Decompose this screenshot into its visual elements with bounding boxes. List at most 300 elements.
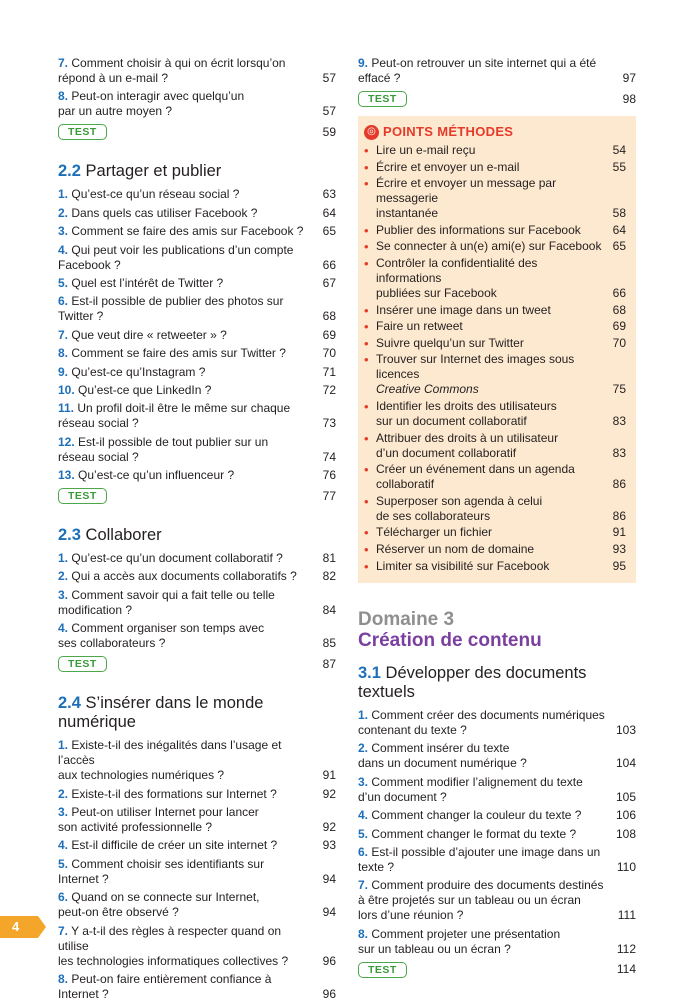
- toc-entry[interactable]: [58, 468, 336, 483]
- method-item[interactable]: [364, 336, 626, 351]
- bullet-icon: •: [364, 493, 369, 509]
- method-line: Suivre quelqu’un sur Twitter: [376, 335, 524, 350]
- toc-entry[interactable]: [58, 621, 336, 651]
- methods-title-a: POINTS: [383, 124, 434, 139]
- entry-text: Est-il possible de publier des photos sur Twitter ?: [58, 294, 284, 324]
- method-line: collaboratif: [376, 477, 435, 492]
- method-page: 83: [612, 445, 626, 460]
- entry-number: 2.: [58, 205, 69, 220]
- method-page: 54: [612, 143, 626, 157]
- test-badge: TEST: [58, 488, 107, 504]
- toc-entry[interactable]: [58, 838, 336, 853]
- bullet-icon: •: [364, 143, 369, 158]
- entry-page: 64: [322, 205, 336, 220]
- toc-entry[interactable]: [58, 972, 336, 1002]
- entry-number: 6.: [358, 845, 369, 860]
- method-line: Réserver un nom de domaine: [376, 541, 535, 556]
- entry-text: modification ?: [58, 602, 133, 617]
- test-page: 87: [322, 656, 336, 671]
- method-item[interactable]: [364, 160, 626, 175]
- test-page: 59: [322, 124, 336, 139]
- method-item[interactable]: [364, 303, 626, 318]
- entry-question: [58, 243, 316, 273]
- entry-text: lors d’une réunion ?: [358, 908, 464, 923]
- entry-text: Peut-on retrouver un site internet qui a été effacé ?: [358, 56, 597, 85]
- entry-question: [58, 588, 316, 618]
- method-item[interactable]: [364, 256, 626, 301]
- entry-number: 2.: [358, 741, 369, 756]
- method-page: 65: [612, 239, 626, 254]
- bullet-icon: •: [364, 222, 369, 238]
- entry-page: 67: [322, 275, 336, 290]
- entry-number: 5.: [358, 826, 369, 841]
- entry-page: 94: [322, 871, 336, 886]
- toc-entry[interactable]: [358, 927, 636, 957]
- toc-entry[interactable]: [58, 187, 336, 202]
- entry-number: 12.: [58, 434, 75, 449]
- toc-entry[interactable]: [358, 741, 636, 771]
- methods-box: [358, 116, 636, 583]
- toc-entry[interactable]: [58, 243, 336, 273]
- entry-number: 4.: [58, 838, 69, 853]
- method-text: [376, 336, 613, 351]
- entry-number: 4.: [58, 242, 69, 257]
- bullet-icon: •: [364, 319, 369, 335]
- section-title: [58, 694, 336, 732]
- method-text: [376, 431, 613, 461]
- entry-number: 1.: [58, 551, 69, 566]
- method-line: publiées sur Facebook: [376, 285, 497, 300]
- test-entry[interactable]: [358, 91, 636, 107]
- section-title: [358, 664, 636, 702]
- method-page: 91: [612, 525, 626, 540]
- entry-text: réseau social ?: [58, 416, 139, 431]
- section-title-text: Collaborer: [85, 526, 162, 545]
- toc-entry[interactable]: [58, 206, 336, 221]
- toc-entry[interactable]: [358, 775, 636, 805]
- section-title: [58, 162, 336, 181]
- toc-entry[interactable]: [58, 346, 336, 361]
- method-item[interactable]: [364, 431, 626, 461]
- toc-entry[interactable]: [358, 845, 636, 875]
- entry-text: Un profil doit-il être le même sur chaque: [77, 401, 291, 416]
- toc-entry[interactable]: [358, 827, 636, 842]
- entry-text: les technologies informatiques collectives ?: [58, 953, 289, 968]
- test-entry[interactable]: [58, 488, 336, 504]
- entry-number: 3.: [358, 774, 369, 789]
- domain-title: Création de contenu: [358, 630, 542, 652]
- entry-question: [58, 276, 316, 291]
- toc-entry[interactable]: [58, 89, 336, 119]
- entry-question: [58, 187, 316, 202]
- entry-text: Comment choisir ses identifiants sur Internet ?: [58, 856, 265, 886]
- entry-question: [58, 787, 316, 802]
- method-page: 55: [612, 159, 626, 174]
- entry-text: Comment créer des documents numériques: [371, 708, 605, 723]
- entry-number: 5.: [58, 275, 69, 290]
- test-page: 77: [322, 488, 336, 503]
- test-entry[interactable]: [58, 124, 336, 140]
- entry-number: 8.: [58, 346, 69, 361]
- entry-question: [58, 206, 316, 221]
- entry-text: Facebook ?: [58, 257, 121, 272]
- method-page: 69: [612, 319, 626, 334]
- entry-question: [358, 827, 616, 842]
- method-line: Créer un événement dans un agenda: [376, 462, 575, 477]
- right-column: [358, 56, 636, 982]
- entry-text: Y a-t-il des règles à respecter quand on utilise: [58, 923, 282, 953]
- entry-question: [58, 551, 316, 566]
- entry-question: [58, 805, 316, 835]
- entry-text: Comment modifier l’alignement du texte: [371, 774, 583, 789]
- entry-question: [358, 708, 616, 738]
- domain-label: Domaine 3: [358, 609, 455, 631]
- entry-question: [58, 838, 316, 853]
- entry-page: 73: [322, 416, 336, 431]
- entry-number: 2.: [58, 569, 69, 584]
- toc-entry[interactable]: [58, 224, 336, 239]
- entry-page: 94: [322, 905, 336, 920]
- method-line: de ses collaborateurs: [376, 508, 491, 523]
- method-item[interactable]: [364, 542, 626, 557]
- entry-text: Comment savoir qui a fait telle ou telle: [71, 587, 275, 602]
- bullet-icon: •: [364, 159, 369, 175]
- method-text: [376, 352, 613, 397]
- method-line: sur un document collaboratif: [376, 413, 527, 428]
- entry-number: 8.: [58, 89, 69, 104]
- method-text: [376, 494, 613, 524]
- entry-page: 57: [322, 104, 336, 119]
- entry-page: 96: [322, 953, 336, 968]
- method-text: [376, 559, 613, 574]
- toc-entry[interactable]: [58, 805, 336, 835]
- method-line: instantanée: [376, 206, 439, 221]
- entry-page: 57: [322, 71, 336, 85]
- section-title-text: S’insérer dans le monde numérique: [58, 694, 264, 732]
- method-line: Faire un retweet: [376, 319, 463, 334]
- method-item[interactable]: [364, 319, 626, 334]
- entry-page: 71: [322, 364, 336, 379]
- method-page: 75: [612, 382, 626, 397]
- section-number: 2.4: [58, 694, 81, 713]
- entry-number: 6.: [58, 294, 69, 309]
- toc-entry[interactable]: [358, 56, 636, 86]
- method-line: Insérer une image dans un tweet: [376, 302, 551, 317]
- method-text: [376, 399, 613, 429]
- entry-question: [58, 468, 316, 483]
- entry-page: 108: [615, 826, 636, 841]
- entry-text: d’un document ?: [358, 789, 447, 804]
- method-text: [376, 143, 613, 158]
- method-text: [376, 160, 613, 175]
- entry-text: Peut-on faire entièrement confiance à Internet ?: [58, 971, 272, 1001]
- method-page: 68: [612, 302, 626, 317]
- entry-page: 66: [322, 257, 336, 272]
- test-entry[interactable]: [58, 656, 336, 672]
- section-number: 2.3: [58, 526, 81, 545]
- entry-question: [358, 927, 616, 957]
- method-text: [376, 319, 613, 334]
- bullet-icon: •: [364, 525, 369, 541]
- bullet-icon: •: [364, 558, 369, 574]
- entry-question: [58, 857, 316, 887]
- toc-entry[interactable]: [58, 569, 336, 584]
- method-line: Télécharger un fichier: [376, 525, 493, 540]
- toc-entry[interactable]: [58, 435, 336, 465]
- method-line: d’un document collaboratif: [376, 445, 517, 460]
- entry-page: 112: [616, 941, 636, 956]
- entry-page: 82: [322, 569, 336, 584]
- toc-entry[interactable]: [358, 878, 636, 923]
- entry-number: 11.: [58, 401, 75, 416]
- toc-entry[interactable]: [58, 294, 336, 324]
- entry-text: Qui a accès aux documents collaboratifs ?: [71, 569, 297, 584]
- entry-page: 65: [322, 224, 336, 239]
- method-text: [376, 303, 613, 318]
- test-entry[interactable]: [358, 962, 636, 978]
- entry-page: 97: [622, 71, 636, 85]
- entry-text: Existe-t-il des formations sur Internet ?: [71, 786, 277, 801]
- entry-number: 8.: [358, 926, 369, 941]
- entry-text: Comment se faire des amis sur Facebook ?: [71, 224, 304, 239]
- entry-question: [358, 878, 616, 923]
- entry-text: Comment changer le format du texte ?: [371, 826, 577, 841]
- entry-page: 72: [322, 382, 336, 397]
- method-line: Attribuer des droits à un utilisateur: [376, 430, 559, 445]
- method-item[interactable]: [364, 176, 626, 221]
- entry-number: 7.: [58, 327, 69, 342]
- entry-text: Qu’est-ce qu’un influenceur ?: [78, 468, 235, 483]
- toc-entry[interactable]: [58, 588, 336, 618]
- toc-entry[interactable]: [58, 276, 336, 291]
- method-item[interactable]: [364, 352, 626, 397]
- entry-page: 74: [322, 449, 336, 464]
- method-page: 58: [612, 206, 626, 221]
- entry-question: [58, 89, 316, 119]
- methods-title-b: MÉTHODES: [437, 124, 514, 139]
- entry-number: 1.: [58, 738, 69, 753]
- entry-question: [58, 56, 316, 86]
- entry-question: [58, 328, 316, 343]
- toc-entry[interactable]: [58, 328, 336, 343]
- bullet-icon: •: [364, 352, 369, 368]
- section-number: 2.2: [58, 162, 81, 181]
- entry-text: Comment produire des documents destinés: [371, 878, 604, 893]
- entry-page: 96: [322, 986, 336, 1001]
- entry-text: contenant du texte ?: [358, 723, 467, 738]
- page-number-tab: [0, 916, 38, 938]
- entry-page: 70: [322, 346, 336, 361]
- entry-text: ses collaborateurs ?: [58, 636, 166, 651]
- method-line: Contrôler la confidentialité des informations: [376, 255, 538, 285]
- bullet-icon: •: [364, 239, 369, 255]
- method-line: Identifier les droits des utilisateurs: [376, 398, 557, 413]
- entry-question: [58, 224, 316, 239]
- entry-question: [58, 401, 316, 431]
- bullet-icon: •: [364, 255, 369, 271]
- entry-question: [58, 621, 316, 651]
- method-line: Publier des informations sur Facebook: [376, 222, 581, 237]
- entry-text: Comment changer la couleur du texte ?: [371, 808, 582, 823]
- toc-entry[interactable]: [58, 401, 336, 431]
- entry-text: peut-on être observé ?: [58, 905, 179, 920]
- method-line: Écrire et envoyer un e-mail: [376, 159, 520, 174]
- entry-page: 63: [322, 187, 336, 202]
- bullet-icon: •: [364, 176, 369, 192]
- method-item[interactable]: [364, 223, 626, 238]
- entry-page: 92: [322, 786, 336, 801]
- entry-text: à être projetés sur un tableau ou un écran: [358, 893, 581, 908]
- test-badge: TEST: [58, 124, 107, 140]
- entry-text: Comment se faire des amis sur Twitter ?: [71, 346, 286, 361]
- toc-entry[interactable]: [58, 383, 336, 398]
- entry-text: dans un document numérique ?: [358, 756, 527, 771]
- toc-entry[interactable]: [358, 708, 636, 738]
- entry-number: 9.: [58, 364, 69, 379]
- method-text: [376, 542, 613, 557]
- entry-text: Est-il possible de tout publier sur un réseau social ?: [58, 434, 269, 464]
- entry-question: [58, 924, 316, 969]
- method-item[interactable]: [364, 239, 626, 254]
- toc-entry[interactable]: [58, 924, 336, 969]
- entry-text: Quand on se connecte sur Internet,: [71, 890, 260, 905]
- method-item[interactable]: [364, 143, 626, 158]
- entry-page: 85: [322, 636, 336, 651]
- entry-text: Existe-t-il des inégalités dans l’usage et l’accès: [58, 738, 282, 768]
- entry-number: 3.: [58, 224, 69, 239]
- entry-text: Qu’est-ce qu’Instagram ?: [71, 364, 206, 379]
- entry-question: [358, 741, 616, 771]
- left-column: [58, 56, 336, 1005]
- method-item[interactable]: [364, 494, 626, 524]
- bullet-icon: •: [364, 302, 369, 318]
- method-text: [376, 256, 613, 301]
- toc-entry[interactable]: [58, 857, 336, 887]
- entry-number: 8.: [58, 971, 69, 986]
- entry-text: Qu’est-ce qu’un document collaboratif ?: [71, 551, 283, 566]
- entry-text: aux technologies numériques ?: [58, 768, 225, 783]
- method-item[interactable]: [364, 399, 626, 429]
- toc-entry[interactable]: [58, 890, 336, 920]
- method-text: [376, 462, 613, 492]
- method-line: Trouver sur Internet des images sous licences: [376, 352, 575, 382]
- toc-entry[interactable]: [58, 787, 336, 802]
- entry-page: 93: [322, 838, 336, 853]
- test-badge: TEST: [358, 962, 407, 978]
- entry-text: Qu’est-ce que LinkedIn ?: [78, 382, 212, 397]
- method-text: [376, 239, 613, 254]
- entry-question: [58, 435, 316, 465]
- entry-text: Est-il difficile de créer un site internet ?: [71, 838, 278, 853]
- entry-page: 69: [322, 327, 336, 342]
- entry-page: 91: [322, 768, 336, 783]
- entry-number: 4.: [358, 808, 369, 823]
- method-text: [376, 223, 613, 238]
- entry-question: [58, 569, 316, 584]
- entry-text: Comment organiser son temps avec: [71, 621, 265, 636]
- entry-number: 10.: [58, 382, 75, 397]
- entry-number: 9.: [358, 56, 369, 70]
- toc-entry[interactable]: [58, 738, 336, 783]
- entry-question: [58, 890, 316, 920]
- entry-number: 13.: [58, 468, 75, 483]
- section-title-text: Développer des documents textuels: [358, 664, 587, 702]
- entry-text: Quel est l’intérêt de Twitter ?: [71, 275, 224, 290]
- entry-question: [358, 808, 616, 823]
- entry-text: Que veut dire « retweeter » ?: [71, 327, 227, 342]
- entry-text: Comment projeter une présentation: [371, 926, 561, 941]
- method-page: 70: [612, 335, 626, 350]
- entry-number: 3.: [58, 587, 69, 602]
- method-page: 86: [612, 477, 626, 492]
- entry-number: 3.: [58, 805, 69, 820]
- entry-text: Qui peut voir les publications d’un compte: [71, 242, 294, 257]
- toc-entry[interactable]: [58, 365, 336, 380]
- entry-number: 2.: [58, 786, 69, 801]
- entry-page: 105: [615, 789, 636, 804]
- method-page: 83: [612, 413, 626, 428]
- entry-text: sur un tableau ou un écran ?: [358, 941, 511, 956]
- method-line: Limiter sa visibilité sur Facebook: [376, 558, 550, 573]
- entry-question: [58, 346, 316, 361]
- test-page: 98: [622, 91, 636, 106]
- entry-page: 110: [616, 860, 636, 875]
- method-line: Se connecter à un(e) ami(e) sur Facebook: [376, 239, 602, 254]
- method-line: Superposer son agenda à celui: [376, 493, 543, 508]
- bullet-icon: •: [364, 430, 369, 446]
- toc-entry[interactable]: [58, 56, 336, 86]
- entry-page: 68: [322, 309, 336, 324]
- method-item[interactable]: [364, 462, 626, 492]
- entry-text: répond à un e-mail ?: [58, 71, 169, 85]
- entry-text: Dans quels cas utiliser Facebook ?: [71, 205, 258, 220]
- bullet-icon: •: [364, 335, 369, 351]
- bullet-icon: •: [364, 398, 369, 414]
- entry-page: 111: [617, 908, 636, 923]
- entry-page: 103: [615, 723, 636, 738]
- entry-page: 84: [322, 602, 336, 617]
- method-item[interactable]: [364, 559, 626, 574]
- entry-number: 6.: [58, 890, 69, 905]
- entry-question: [358, 845, 616, 875]
- entry-number: 7.: [58, 923, 69, 938]
- entry-page: 92: [322, 820, 336, 835]
- test-badge: TEST: [358, 91, 407, 107]
- method-item[interactable]: [364, 525, 626, 540]
- method-line: Lire un e-mail reçu: [376, 143, 476, 157]
- entry-text: Qu’est-ce qu’un réseau social ?: [71, 187, 240, 202]
- entry-text: Peut-on utiliser Internet pour lancer: [71, 805, 259, 820]
- entry-page: 76: [322, 468, 336, 483]
- entry-number: 7.: [58, 56, 69, 70]
- entry-question: [358, 775, 616, 805]
- entry-text: Peut-on interagir avec quelqu’un: [71, 89, 245, 104]
- page-number: 4: [12, 919, 20, 934]
- entry-page: 104: [615, 756, 636, 771]
- toc-entry[interactable]: [58, 551, 336, 566]
- entry-page: 81: [322, 551, 336, 566]
- target-icon: ◎: [364, 125, 379, 140]
- entry-question: [358, 56, 616, 86]
- method-page: 95: [612, 558, 626, 573]
- test-page: 114: [616, 962, 636, 977]
- entry-question: [58, 738, 316, 783]
- entry-number: 1.: [358, 708, 369, 723]
- method-page: 64: [612, 222, 626, 237]
- toc-entry[interactable]: [358, 808, 636, 823]
- method-page: 93: [612, 541, 626, 556]
- section-title-text: Partager et publier: [85, 162, 222, 181]
